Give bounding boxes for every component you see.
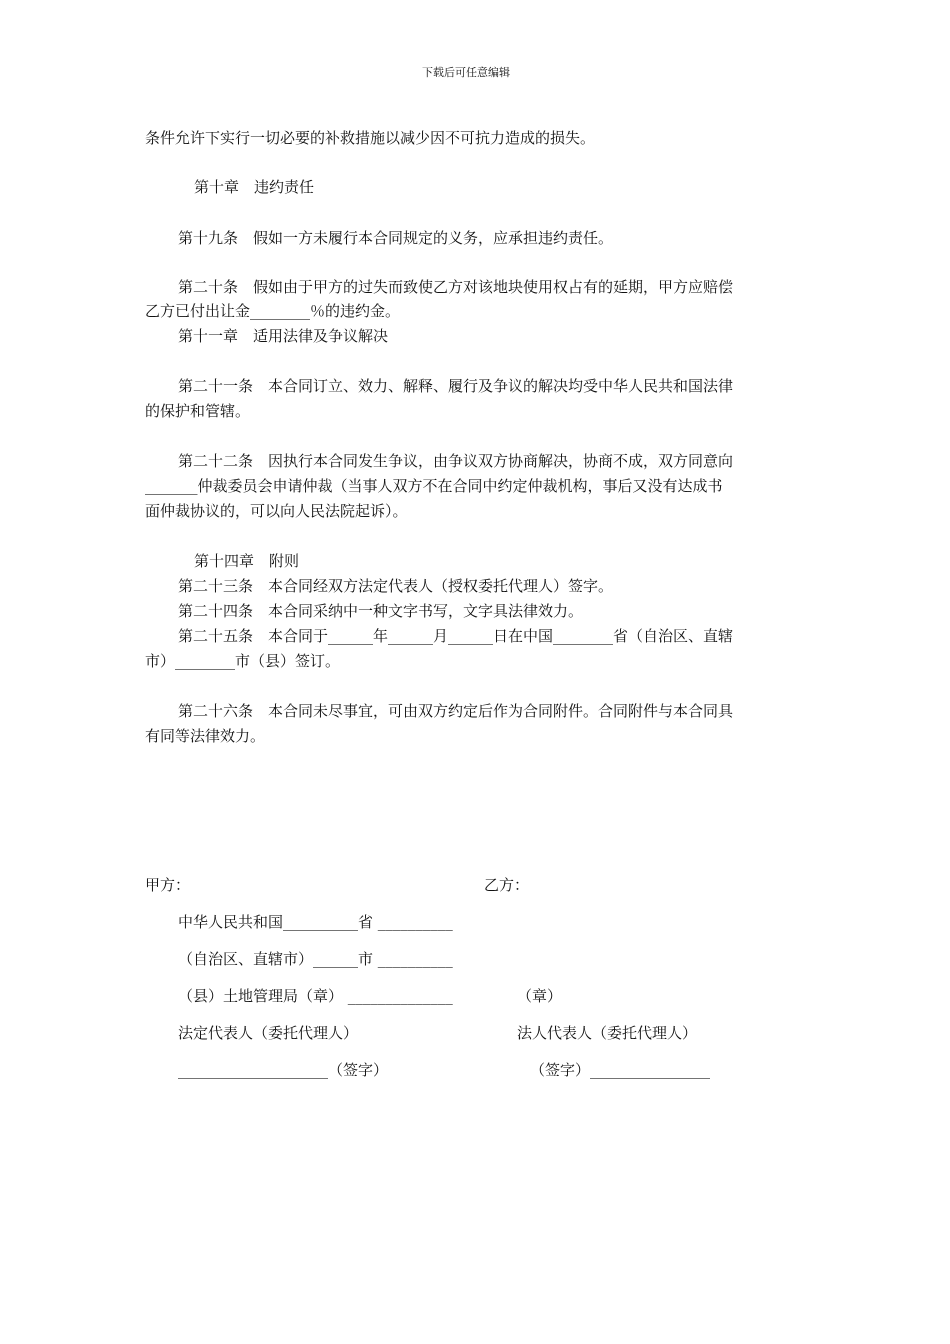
paragraph-line: 第二十六条 本合同未尽事宜，可由双方约定后作为合同附件。合同附件与本合同具: [178, 702, 734, 720]
party-a-line: 中华人民共和国__________省 __________: [178, 913, 453, 931]
paragraph-line: 有同等法律效力。: [145, 727, 266, 745]
paragraph-line: 条件允许下实行一切必要的补救措施以减少因不可抗力造成的损失。: [145, 129, 596, 147]
paragraph-line: 面仲裁协议的，可以向人民法院起诉）。: [145, 502, 408, 520]
paragraph-line: _______仲裁委员会申请仲裁（当事人双方不在合同中约定仲裁机构，事后又没有达成书: [145, 477, 723, 495]
party-a-label: 甲方：: [145, 876, 191, 894]
chapter-heading: 第十一章 适用法律及争议解决: [178, 327, 389, 345]
paragraph-line: 第二十二条 因执行本合同发生争议，由争议双方协商解决，协商不成，双方同意向: [178, 452, 734, 470]
paragraph-line: 市）________市（县）签订。: [145, 652, 341, 670]
paragraph-line: 第二十四条 本合同采纳中一种文字书写，文字具法律效力。: [178, 602, 584, 620]
chapter-heading: 第十章 违约责任: [194, 178, 315, 196]
paragraph-line: 第二十一条 本合同订立、效力、解释、履行及争议的解决均受中华人民共和国法律: [178, 377, 734, 395]
paragraph-line: 第十九条 假如一方未履行本合同规定的义务，应承担违约责任。: [178, 229, 614, 247]
paragraph-line: 第二十条 假如由于甲方的过失而致使乙方对该地块使用权占有的延期，甲方应赔偿: [178, 278, 734, 296]
party-b-signature: （签字）________________: [530, 1061, 711, 1079]
party-a-line: （自治区、直辖市）______市 __________: [178, 950, 453, 968]
chapter-heading: 第十四章 附则: [194, 552, 300, 570]
page-header: 下载后可任意编辑: [422, 66, 510, 79]
party-a-representative: 法定代表人（委托代理人）: [178, 1024, 359, 1042]
party-b-seal: （章）: [517, 987, 563, 1005]
party-a-signature: ____________________（签字）: [178, 1061, 389, 1079]
party-b-label: 乙方：: [484, 876, 530, 894]
paragraph-line: 乙方已付出让金________％的违约金。: [145, 302, 401, 320]
paragraph-line: 第二十五条 本合同于______年______月______日在中国________省（自治区、直辖: [178, 627, 734, 645]
paragraph-line: 的保护和管辖。: [145, 402, 251, 420]
party-a-line: （县）土地管理局（章） ______________: [178, 987, 453, 1005]
paragraph-line: 第二十三条 本合同经双方法定代表人（授权委托代理人）签字。: [178, 577, 614, 595]
party-b-representative: 法人代表人（委托代理人）: [517, 1024, 698, 1042]
